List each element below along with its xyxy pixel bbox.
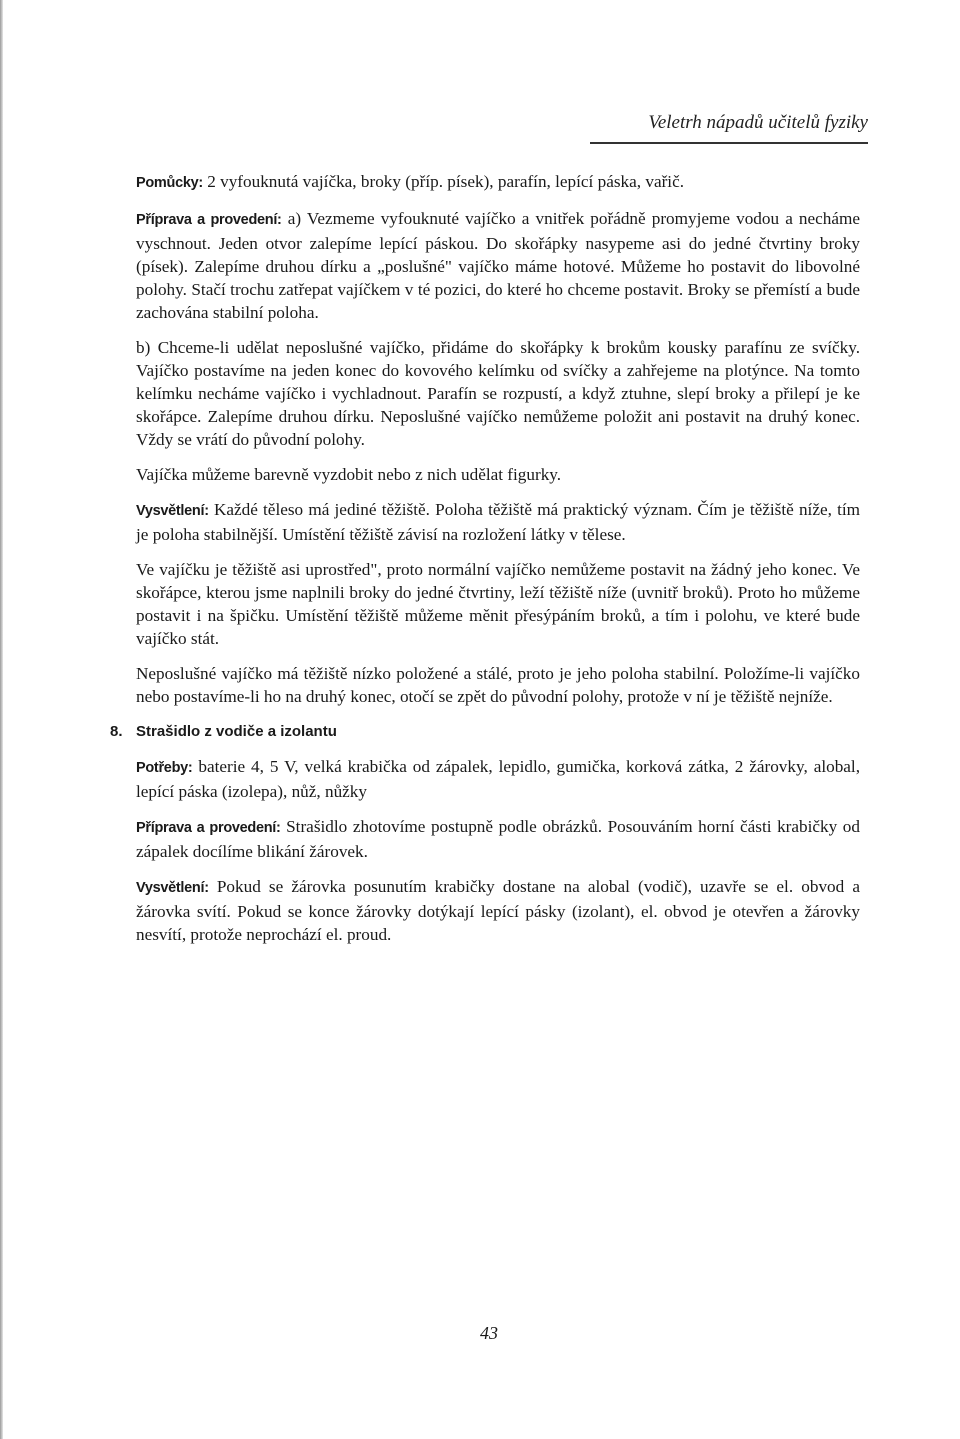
- vysvetleni-text: Každé těleso má jediné těžiště. Poloha těžiště má praktický význam. Čím je těžiště níže, tím je poloha stabilnější. Umístění těžiště závisí na rozložení látky v tělese.: [136, 500, 860, 544]
- pomucky-label: Pomůcky:: [136, 175, 203, 191]
- priprava-label: Příprava a provedení:: [136, 212, 282, 228]
- section-title: Strašidlo z vodiče a izolantu: [136, 723, 337, 740]
- ozdoba-paragraph: Vajíčka můžeme barevně vyzdobit nebo z nich udělat figurky.: [136, 465, 562, 484]
- section-number: 8.: [110, 723, 123, 740]
- vysvetleni-8-label: Vysvětlení:: [136, 880, 209, 896]
- vysvetleni-paragraph-3: Neposlušné vajíčko má těžiště nízko položené a stálé, proto je jeho poloha stabilní. Položíme-li vajíčko nebo postavíme-li ho na druhý konec, otočí se zpět do původní polohy, protože v ní je těžiště nejníže.: [136, 664, 860, 706]
- pomucky-paragraph: [136, 170, 860, 195]
- vysvetleni-paragraph-2: Ve vajíčku je těžiště asi uprostřed", proto normální vajíčko nemůžeme postavit na žádný jeho konec. Ve skořápce, kterou jsme naplnili broky do jedné čtvrtiny, leží těžiště níže (uvnitř broků). Proto ho můžeme postavit i na špičku. Umístění těžiště můžeme měnit přesýpáním broků, a tím i polohu, ve které bude vajíčko stát.: [136, 560, 860, 648]
- page-content: [110, 170, 860, 958]
- priprava-text: a) Vezmeme vyfouknuté vajíčko a vnitřek pořádně promyjeme vodou a necháme vyschnout. Jeden otvor zalepíme lepící páskou. Do skořápky nasypeme asi do jedné čtvrtiny broky (písek). Zalepíme druhou dírku a „poslušné" vajíčko máme hotové. Můžeme ho postavit do libovolné polohy. Stačí trochu zatřepat vajíčkem v té pozici, do které ho chceme postavit. Broky se přemístí a bude zachována stabilní poloha.: [136, 209, 860, 322]
- priprava-paragraph: [136, 207, 860, 324]
- running-head: Veletrh nápadů učitelů fyziky: [648, 112, 868, 133]
- vysvetleni-8-text: Pokud se žárovka posunutím krabičky dostane na alobal (vodič), uzavře se el. obvod a žárovka svítí. Pokud se konce žárovky dotýkají lepící pásky (izolant), el. obvod je otevřen a žárovky nesvítí, protože neprochází el. proud.: [136, 877, 860, 944]
- priprava-b-paragraph: b) Chceme-li udělat neposlušné vajíčko, přidáme do skořápky k brokům kousky parafínu ze svíčky. Vajíčko postavíme na jeden konec do kovového kelímku od svíčky a zahřejeme na plotýnce. Na tomto kelímku necháme vajíčko i vychladnout. Parafín se rozpustí, a když ztuhne, slepí broky a přilepí je ke skořápce. Zalepíme druhou dírku. Neposlušné vajíčko nemůžeme položit ani postavit na druhý konec. Vždy se vrátí do původní polohy.: [136, 338, 860, 449]
- header-rule: [590, 142, 868, 144]
- potreby-paragraph: [136, 755, 860, 803]
- potreby-label: Potřeby:: [136, 760, 193, 776]
- vysvetleni-label: Vysvětlení:: [136, 503, 209, 519]
- vysvetleni-8-paragraph: [136, 875, 860, 946]
- potreby-text: baterie 4, 5 V, velká krabička od zápalek, lepidlo, gumička, korková zátka, 2 žárovky, alobal, lepící páska (izolepa), nůž, nůžky: [136, 757, 860, 801]
- vysvetleni-paragraph: [136, 498, 860, 546]
- section-heading: [110, 720, 860, 743]
- pomucky-text: 2 vyfouknutá vajíčka, broky (příp. písek), parafín, lepící páska, vařič.: [202, 172, 684, 191]
- page-number: 43: [480, 1323, 498, 1343]
- scan-edge: [0, 0, 3, 1439]
- priprava-8-paragraph: [136, 815, 860, 863]
- priprava-8-text: Strašidlo zhotovíme postupně podle obrázků. Posouváním horní části krabičky od zápalek docílíme blikání žárovek.: [136, 817, 860, 861]
- priprava-8-label: Příprava a provedení:: [136, 820, 281, 836]
